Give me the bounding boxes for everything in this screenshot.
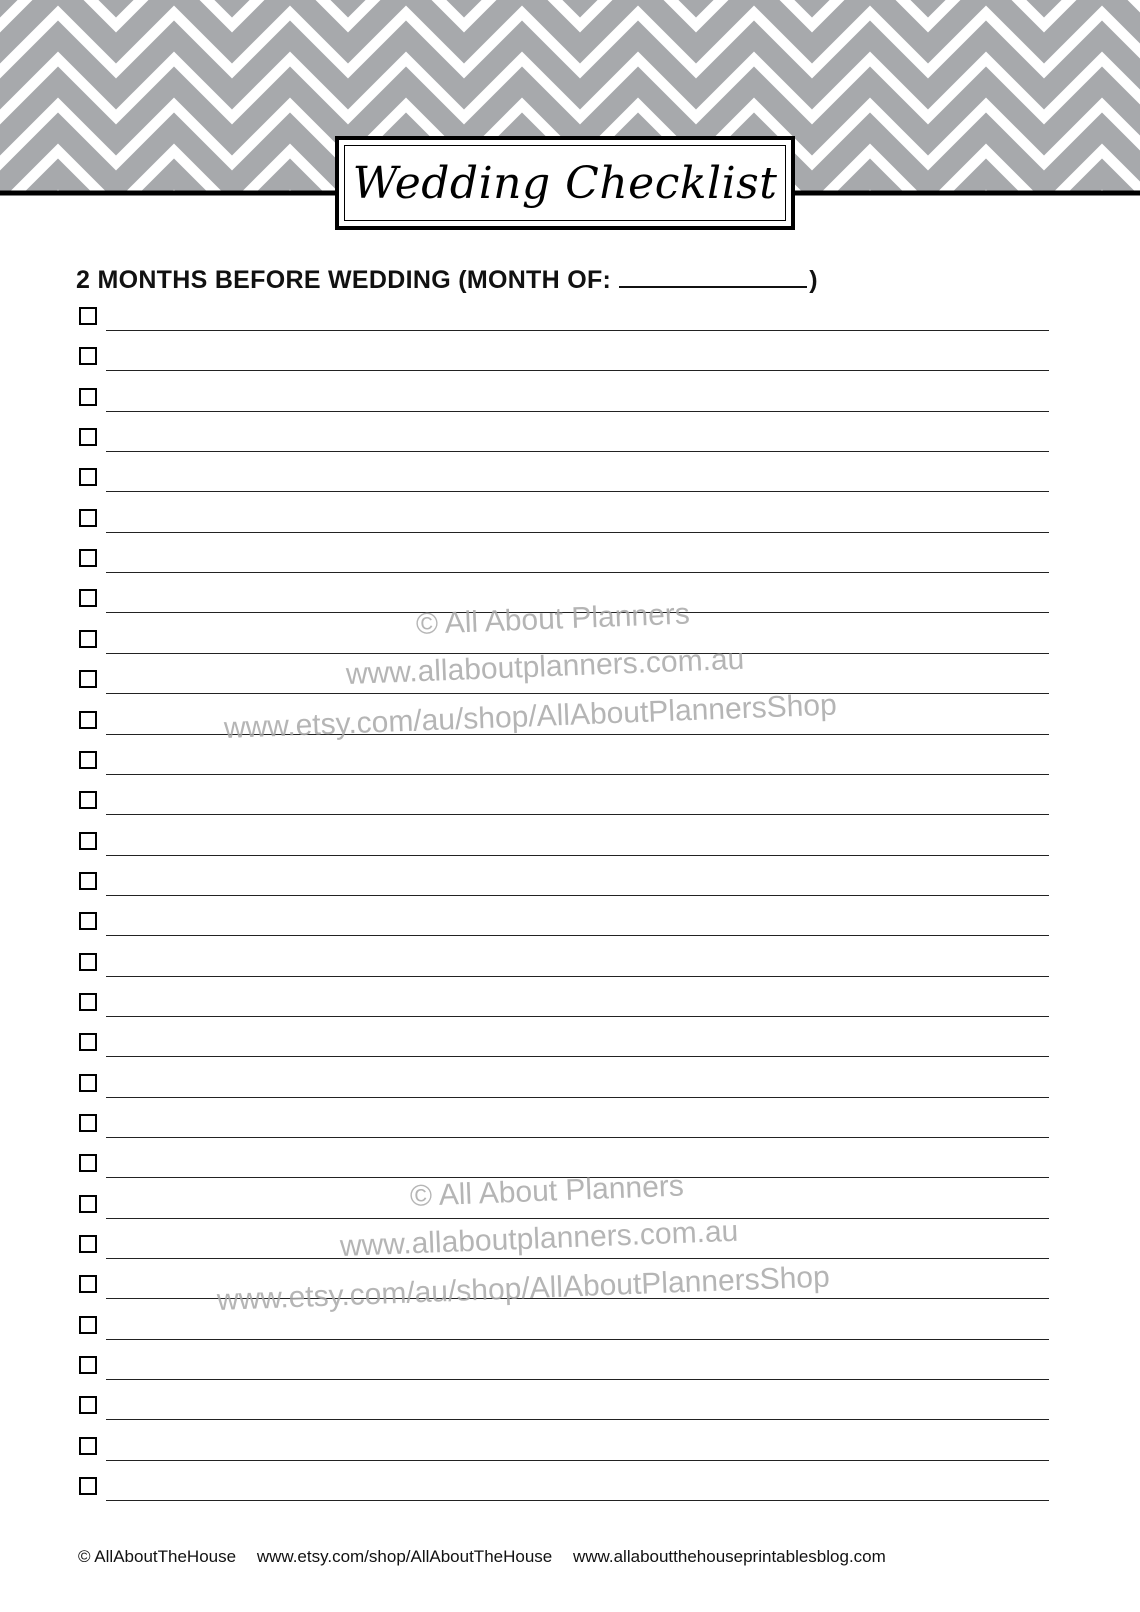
checklist-row [79,1154,1049,1184]
write-line[interactable] [106,693,1049,694]
watermark-shop: www.etsy.com/au/shop/AllAboutPlannersShop [223,688,838,745]
checklist-row [79,872,1049,902]
footer-copyright: © AllAboutTheHouse [78,1547,237,1566]
checklist-row [79,1396,1049,1426]
write-line[interactable] [106,935,1049,936]
page-title: Wedding Checklist [352,157,778,209]
checkbox[interactable] [79,872,97,890]
checklist-row [79,549,1049,579]
write-line[interactable] [106,895,1049,896]
checklist-row [79,670,1049,700]
write-line[interactable] [106,1339,1049,1340]
checkbox[interactable] [79,791,97,809]
checklist-row [79,791,1049,821]
write-line[interactable] [106,855,1049,856]
checklist-row [79,953,1049,983]
checkbox[interactable] [79,993,97,1011]
write-line[interactable] [106,1016,1049,1017]
footer-blog-link[interactable]: www.allaboutthehouseprintablesblog.com [572,1547,886,1566]
write-line[interactable] [106,572,1049,573]
watermark-site: www.allaboutplanners.com.au [339,1214,739,1263]
checklist-row [79,1235,1049,1265]
checkbox[interactable] [79,1316,97,1334]
footer-shop-link[interactable]: www.etsy.com/shop/AllAboutTheHouse [256,1547,553,1566]
checkbox[interactable] [79,589,97,607]
checkbox[interactable] [79,751,97,769]
write-line[interactable] [106,370,1049,371]
checklist-row [79,1477,1049,1507]
checklist-row [79,630,1049,660]
checklist-row [79,388,1049,418]
write-line[interactable] [106,612,1049,613]
write-line[interactable] [106,1177,1049,1178]
checklist-row [79,912,1049,942]
write-line[interactable] [106,411,1049,412]
checklist-row [79,1074,1049,1104]
checkbox[interactable] [79,1235,97,1253]
checklist-row [79,1195,1049,1225]
write-line[interactable] [106,976,1049,977]
section-heading-text: 2 MONTHS BEFORE WEDDING (MONTH OF: [76,266,612,294]
section-heading [76,266,818,295]
checkbox[interactable] [79,347,97,365]
checklist-row [79,832,1049,862]
checkbox[interactable] [79,1396,97,1414]
checkbox[interactable] [79,307,97,325]
checkbox[interactable] [79,509,97,527]
title-box [335,136,795,230]
checkbox[interactable] [79,1477,97,1495]
write-line[interactable] [106,491,1049,492]
checkbox[interactable] [79,1033,97,1051]
checklist-row [79,428,1049,458]
checklist-row [79,347,1049,377]
footer [78,1547,902,1567]
checkbox[interactable] [79,670,97,688]
checklist-row [79,509,1049,539]
checkbox[interactable] [79,912,97,930]
checkbox[interactable] [79,1154,97,1172]
write-line[interactable] [106,330,1049,331]
checkbox[interactable] [79,1114,97,1132]
watermark-site: www.allaboutplanners.com.au [345,642,745,691]
checkbox[interactable] [79,1437,97,1455]
watermark-copyright: © All About Planners [409,1169,685,1213]
write-line[interactable] [106,1298,1049,1299]
checklist-row [79,589,1049,619]
write-line[interactable] [106,1097,1049,1098]
checkbox[interactable] [79,832,97,850]
checkbox[interactable] [79,388,97,406]
write-line[interactable] [106,1258,1049,1259]
checklist-row [79,468,1049,498]
checklist-row [79,1114,1049,1144]
write-line[interactable] [106,1218,1049,1219]
checklist-row [79,993,1049,1023]
checkbox[interactable] [79,711,97,729]
checkbox[interactable] [79,1356,97,1374]
write-line[interactable] [106,1137,1049,1138]
write-line[interactable] [106,532,1049,533]
write-line[interactable] [106,734,1049,735]
checkbox[interactable] [79,630,97,648]
checkbox[interactable] [79,953,97,971]
watermark-shop: www.etsy.com/au/shop/AllAboutPlannersShop [216,1260,831,1317]
watermark-copyright: © All About Planners [415,597,691,641]
write-line[interactable] [106,1056,1049,1057]
write-line[interactable] [106,814,1049,815]
checkbox[interactable] [79,1195,97,1213]
write-line[interactable] [106,1500,1049,1501]
checklist-row [79,751,1049,781]
checklist-row [79,1275,1049,1305]
checklist-row [79,711,1049,741]
write-line[interactable] [106,774,1049,775]
checkbox[interactable] [79,468,97,486]
write-line[interactable] [106,653,1049,654]
checkbox[interactable] [79,549,97,567]
checklist-row [79,1033,1049,1063]
write-line[interactable] [106,1379,1049,1380]
checklist-row [79,1356,1049,1386]
section-heading-close: ) [809,266,818,294]
write-line[interactable] [106,1419,1049,1420]
checkbox[interactable] [79,1074,97,1092]
write-line[interactable] [106,1460,1049,1461]
checklist-row [79,1316,1049,1346]
checkbox[interactable] [79,1275,97,1293]
checklist-row [79,1437,1049,1467]
month-blank[interactable] [619,268,807,288]
checkbox[interactable] [79,428,97,446]
checklist-row [79,307,1049,337]
write-line[interactable] [106,451,1049,452]
